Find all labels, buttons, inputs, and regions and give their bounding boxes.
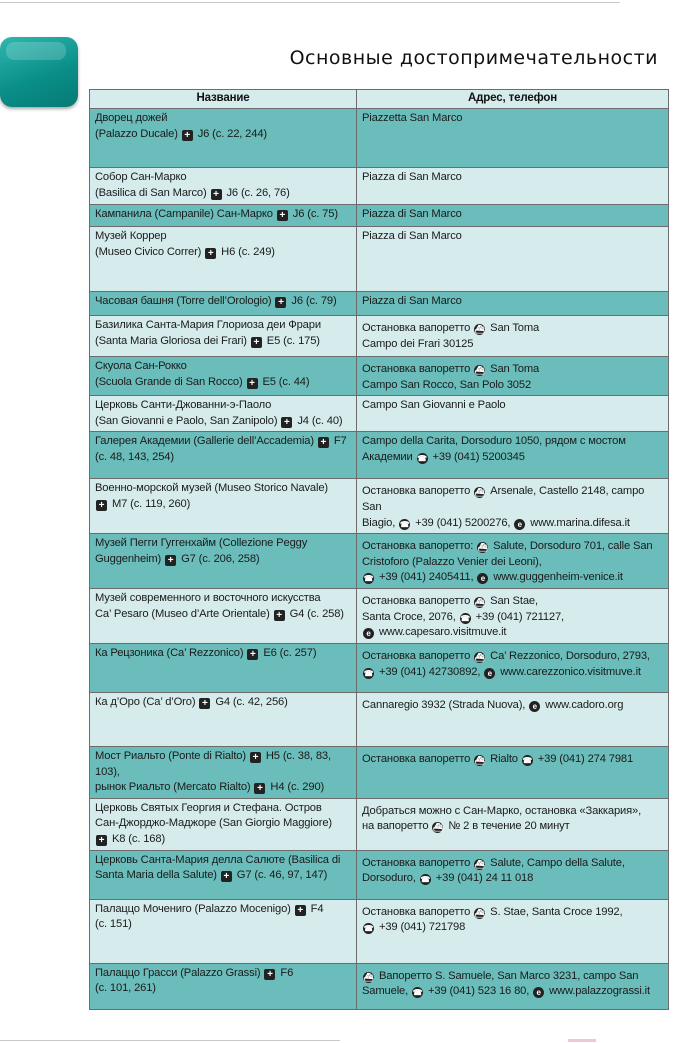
phone-icon: ☎ — [399, 519, 410, 529]
name-cell — [90, 963, 357, 1009]
web-icon: e — [529, 701, 540, 712]
map-grid-icon: + — [205, 248, 216, 259]
table-row — [90, 692, 669, 746]
address-cell — [357, 798, 669, 850]
cell-text: G7 (с. 206, 258) — [178, 552, 260, 565]
name-cell — [90, 396, 357, 432]
cell-text: Остановка вапоретто — [362, 649, 474, 662]
cell-text: Академии — [362, 450, 416, 463]
web-icon: e — [484, 668, 495, 679]
name-cell — [90, 746, 357, 798]
vaporetto-icon: ⛴ — [474, 488, 485, 498]
map-grid-icon: + — [275, 297, 286, 308]
vaporetto-icon: ⛴ — [474, 325, 485, 334]
web-icon: e — [363, 628, 374, 639]
map-grid-icon: + — [277, 210, 288, 221]
table-row — [90, 643, 669, 692]
cell-text: E5 (с. 44) — [259, 375, 310, 388]
cell-text: Остановка вапоретто — [362, 595, 474, 608]
cell-text: +39 (041) 721127, — [472, 610, 564, 623]
table-row — [90, 850, 669, 899]
name-cell — [90, 292, 357, 316]
address-cell — [357, 357, 669, 396]
cell-text: Piazza di San Marco — [362, 295, 462, 307]
cell-text: Базилика Санта-Мария Глориоза деи Фрари — [95, 319, 321, 331]
cell-text: www.guggenheim-venice.it — [490, 571, 623, 584]
cell-text: www.cadoro.org — [542, 698, 624, 711]
cell-text: Salute, Dorsoduro 701, calle San — [490, 540, 653, 553]
cell-text: рынок Риальто (Mercato Rialto) — [95, 781, 254, 794]
table-row — [90, 396, 669, 432]
cell-text: J6 (с. 26, 76) — [223, 186, 290, 199]
cell-text: Santa Croce, 2076, — [362, 610, 459, 623]
cell-text: на вапоретто — [362, 820, 432, 833]
map-grid-icon: + — [264, 969, 275, 980]
address-cell — [357, 589, 669, 644]
address-cell — [357, 479, 669, 534]
cell-text: E6 (с. 257) — [260, 646, 317, 659]
cell-text: (San Giovanni e Paolo, San Zanipolo) — [95, 414, 281, 427]
cell-text: № 2 в течение 20 минут — [445, 820, 570, 833]
map-grid-icon: + — [318, 437, 329, 448]
name-cell — [90, 432, 357, 479]
vaporetto-icon: ⛴ — [474, 859, 485, 869]
cell-text: G4 (с. 258) — [286, 607, 344, 620]
name-cell — [90, 316, 357, 357]
cell-text: Часовая башня (Torre dell’Orologio) — [95, 295, 275, 307]
cell-text: Campo San Rocco, San Polo 3052 — [362, 378, 532, 391]
cell-text: Piazza di San Marco — [362, 230, 462, 242]
name-cell — [90, 850, 357, 899]
cell-text: S. Stae, Santa Croce 1992, — [487, 905, 623, 918]
cell-text: +39 (041) 721798 — [376, 921, 466, 934]
phone-icon: ☎ — [363, 574, 374, 584]
map-grid-icon: + — [247, 649, 258, 660]
cell-text: Военно-морской музей (Museo Storico Navale) — [95, 482, 328, 495]
phone-icon: ☎ — [412, 988, 423, 998]
section-tab — [0, 37, 78, 107]
cell-text: M7 (с. 119, 260) — [109, 497, 191, 510]
cell-text: H4 (с. 290) — [267, 781, 325, 794]
cell-text: Остановка вапоретто — [362, 905, 474, 918]
table-row — [90, 227, 669, 292]
cell-text: Остановка вапоретто — [362, 856, 474, 869]
table-row — [90, 899, 669, 963]
address-cell — [357, 534, 669, 589]
map-grid-icon: + — [96, 835, 107, 846]
cell-text: +39 (041) 24 11 018 — [432, 872, 534, 885]
table-row — [90, 109, 669, 168]
map-grid-icon: + — [247, 378, 258, 389]
table-row — [90, 746, 669, 798]
cell-text: G7 (с. 46, 97, 147) — [233, 869, 328, 882]
table-row — [90, 963, 669, 1009]
cell-text: www.palazzograssi.it — [546, 985, 650, 998]
cell-text: (Museo Civico Correr) — [95, 245, 205, 258]
table-row — [90, 589, 669, 644]
cell-text: San Stae, — [487, 595, 538, 608]
map-grid-icon: + — [281, 417, 292, 428]
address-cell — [357, 227, 669, 292]
address-cell — [357, 396, 669, 432]
cell-text: www.marina.difesa.it — [527, 516, 630, 529]
address-cell — [357, 643, 669, 692]
name-cell — [90, 479, 357, 534]
map-grid-icon: + — [295, 905, 306, 916]
web-icon: e — [477, 573, 488, 584]
phone-icon: ☎ — [420, 875, 431, 885]
cell-text: Церковь Санта-Мария делла Салюте (Basilica di — [95, 853, 341, 866]
cell-text: Ка д’Оро (Ca’ d’Oro) — [95, 695, 199, 708]
address-cell — [357, 432, 669, 479]
cell-text: Палаццо Мочениго (Palazzo Mocenigo) — [95, 902, 294, 915]
address-cell — [357, 316, 669, 357]
name-cell — [90, 357, 357, 396]
cell-text: J6 (с. 22, 244) — [194, 127, 267, 140]
table-row — [90, 357, 669, 396]
cell-text: Музей современного и восточного искусства — [95, 592, 321, 605]
map-grid-icon: + — [96, 500, 107, 511]
map-grid-icon: + — [199, 698, 210, 709]
name-cell — [90, 643, 357, 692]
cell-text: Церковь Санти-Джованни-э-Паоло — [95, 399, 272, 412]
cell-text: Campo della Carita, Dorsoduro 1050, рядом с мостом — [362, 435, 626, 448]
table-row — [90, 292, 669, 316]
name-cell — [90, 589, 357, 644]
cell-text: Собор Сан-Марко — [95, 171, 187, 183]
table-row — [90, 432, 669, 479]
cell-text: (с. 151) — [95, 918, 132, 931]
column-header-address: Адрес, телефон — [357, 90, 669, 109]
cell-text: +39 (041) 5200276, — [412, 516, 514, 529]
address-cell — [357, 850, 669, 899]
cell-text: (с. 48, 143, 254) — [95, 450, 174, 463]
cell-text: +39 (041) 42730892, — [376, 665, 484, 678]
cell-text: Campo San Giovanni e Paolo — [362, 399, 506, 412]
cell-text: Samuele, — [362, 985, 412, 998]
table-row — [90, 479, 669, 534]
name-cell — [90, 109, 357, 168]
phone-icon: ☎ — [417, 453, 427, 463]
phone-icon: ☎ — [460, 613, 471, 623]
vaporetto-icon: ⛴ — [474, 908, 485, 918]
phone-icon: ☎ — [363, 668, 374, 678]
cell-text: Ca’ Rezzonico, Dorsoduro, 2793, — [487, 649, 650, 662]
column-header-name: Название — [90, 90, 357, 109]
phone-icon: ☎ — [363, 924, 374, 934]
cell-text: Музей Пегги Гуггенхайм (Collezione Peggy — [95, 537, 308, 550]
vaporetto-icon: ⛴ — [474, 652, 485, 662]
cell-text: San Toma — [487, 363, 540, 375]
cell-text: +39 (041) 523 16 80, — [425, 985, 533, 998]
map-grid-icon: + — [250, 752, 261, 763]
cell-text: Галерея Академии (Gallerie dell’Accademia) — [95, 435, 317, 448]
name-cell — [90, 227, 357, 292]
address-cell — [357, 109, 669, 168]
cell-text: +39 (041) 5200345 — [429, 450, 525, 463]
cell-text: Кампанила (Campanile) Сан-Марко — [95, 208, 276, 220]
table-row — [90, 168, 669, 205]
table-row — [90, 534, 669, 589]
cell-text: Остановка вапоретто — [362, 363, 474, 375]
cell-text: (Scuola Grande di San Rocco) — [95, 375, 246, 388]
table-row — [90, 205, 669, 227]
cell-text: Вапоретто S. Samuele, San Marco 3231, campo San — [376, 969, 639, 982]
cell-text: Dorsoduro, — [362, 872, 419, 885]
phone-icon: ☎ — [522, 755, 533, 765]
bottom-mark — [568, 1039, 596, 1042]
cell-text: Остановка вапоретто — [362, 485, 474, 498]
cell-text: J6 (с. 79) — [288, 295, 337, 307]
name-cell — [90, 899, 357, 963]
address-cell — [357, 205, 669, 227]
cell-text: G4 (с. 42, 256) — [212, 695, 288, 708]
address-cell — [357, 292, 669, 316]
map-grid-icon: + — [182, 130, 193, 141]
cell-text: (с. 101, 261) — [95, 982, 156, 995]
bottom-rule — [0, 1040, 340, 1041]
cell-text: www.capesaro.visitmuve.it — [376, 626, 507, 639]
top-rule — [0, 2, 620, 3]
table-header-row — [90, 90, 669, 109]
cell-text: F7 — [330, 435, 347, 448]
name-cell — [90, 692, 357, 746]
cell-text: Остановка вапоретто — [362, 322, 474, 334]
vaporetto-icon: ⛴ — [477, 543, 488, 553]
cell-text: Остановка вапоретто — [362, 752, 474, 765]
vaporetto-icon: ⛴ — [474, 755, 485, 765]
map-grid-icon: + — [221, 871, 232, 882]
cell-text: (Santa Maria Gloriosa dei Frari) — [95, 334, 250, 347]
cell-text: Cannaregio 3932 (Strada Nuova), — [362, 698, 529, 711]
name-cell — [90, 168, 357, 205]
page-title: Основные достопримечательности — [289, 46, 658, 69]
address-cell — [357, 963, 669, 1009]
cell-text: F6 — [277, 966, 294, 979]
cell-text: Ка Рецзоника (Ca’ Rezzonico) — [95, 646, 247, 659]
cell-text: Guggenheim) — [95, 552, 165, 565]
cell-text: Rialto — [487, 752, 521, 765]
vaporetto-icon: ⛴ — [432, 823, 443, 833]
cell-text: J4 (с. 40) — [294, 414, 343, 427]
web-icon: e — [533, 987, 544, 998]
map-grid-icon: + — [165, 555, 176, 566]
cell-text: Salute, Campo della Salute, — [487, 856, 625, 869]
address-cell — [357, 746, 669, 798]
cell-text: Piazzetta San Marco — [362, 112, 463, 124]
address-cell — [357, 692, 669, 746]
cell-text: Cristoforo (Palazzo Venier dei Leoni), — [362, 555, 542, 568]
cell-text: K8 (с. 168) — [109, 832, 166, 845]
cell-text: (Basilica di San Marco) — [95, 186, 210, 199]
cell-text: Biagio, — [362, 516, 399, 529]
cell-text: Ca’ Pesaro (Museo d’Arte Orientale) — [95, 607, 273, 620]
vaporetto-icon: ⛴ — [363, 972, 374, 982]
sights-table — [89, 89, 669, 1010]
cell-text: Arsenale, Castello 2148, campo San — [362, 485, 645, 513]
cell-text: H5 (с. 38, 83, 103), — [95, 749, 331, 778]
cell-text: Мост Риальто (Ponte di Rialto) — [95, 749, 249, 762]
cell-text: Дворец дожей — [95, 112, 168, 124]
cell-text: E5 (с. 175) — [263, 334, 320, 347]
address-cell — [357, 899, 669, 963]
address-cell — [357, 168, 669, 205]
cell-text: H6 (с. 249) — [218, 245, 275, 258]
cell-text: Палаццо Грасси (Palazzo Grassi) — [95, 966, 264, 979]
table-body — [90, 109, 669, 1010]
map-grid-icon: + — [254, 783, 265, 794]
cell-text: J6 (с. 75) — [289, 208, 338, 220]
web-icon: e — [514, 519, 525, 530]
cell-text: Piazza di San Marco — [362, 208, 462, 220]
cell-text: Campo dei Frari 30125 — [362, 337, 474, 350]
name-cell — [90, 205, 357, 227]
cell-text: www.carezzonico.visitmuve.it — [497, 665, 641, 678]
map-grid-icon: + — [274, 610, 285, 621]
map-grid-icon: + — [251, 337, 262, 348]
map-grid-icon: + — [211, 189, 222, 200]
cell-text: +39 (041) 2405411, — [376, 571, 477, 584]
name-cell — [90, 798, 357, 850]
cell-text: +39 (041) 274 7981 — [534, 752, 634, 765]
cell-text: Церковь Святых Георгия и Стефана. Остров — [95, 801, 322, 814]
cell-text: F4 — [307, 902, 324, 915]
cell-text: Piazza di San Marco — [362, 171, 462, 183]
cell-text: Сан-Джорджо-Маджоре (San Giorgio Maggiore) — [95, 817, 332, 830]
cell-text: Добраться можно с Сан-Марко, остановка «Заккария», — [362, 804, 642, 817]
cell-text: Скуола Сан-Рокко — [95, 360, 187, 372]
cell-text: Остановка вапоретто: — [362, 540, 477, 553]
cell-text: (Palazzo Ducale) — [95, 127, 181, 140]
cell-text: San Toma — [487, 322, 540, 334]
name-cell — [90, 534, 357, 589]
table-row — [90, 316, 669, 357]
cell-text: Santa Maria della Salute) — [95, 869, 220, 882]
table-row — [90, 798, 669, 850]
vaporetto-icon: ⛴ — [474, 366, 485, 375]
vaporetto-icon: ⛴ — [474, 598, 485, 608]
cell-text: Музей Коррер — [95, 230, 167, 242]
